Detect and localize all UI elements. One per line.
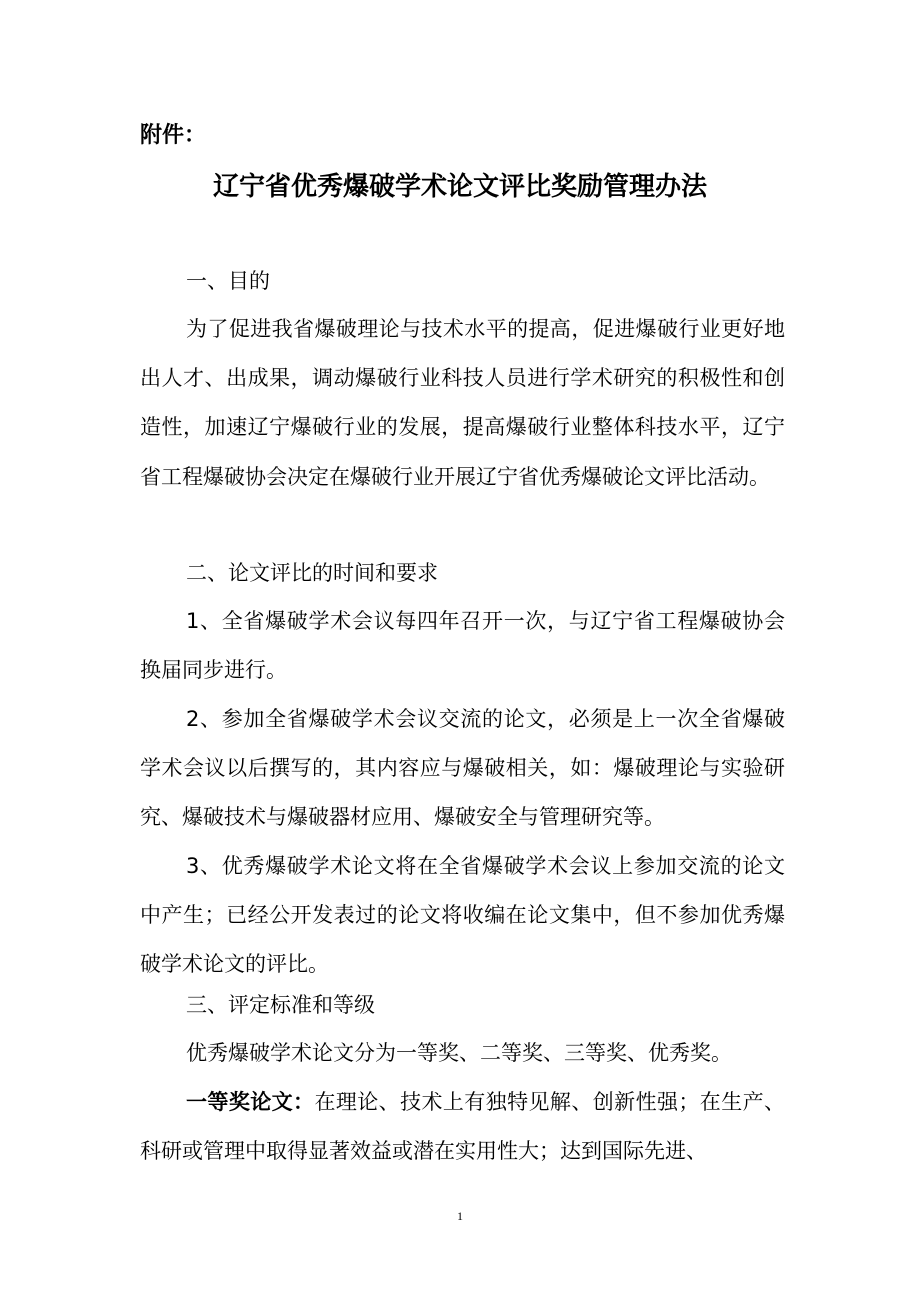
attachment-label: 附件： bbox=[140, 123, 207, 148]
section-2-heading: 二、论文评比的时间和要求 bbox=[186, 561, 438, 585]
section-3-paragraph: 优秀爆破学术论文分为一等奖、二等奖、三等奖、优秀奖。 bbox=[186, 1041, 732, 1065]
section-2-item-2: 2、参加全省爆破学术会议交流的论文，必须是上一次全省爆破学术会议以后撰写的，其内容应与爆破相关，如：爆破理论与实验研究、爆破技术与爆破器材应用、爆破安全与管理研究等。 bbox=[140, 707, 785, 830]
section-2-item-1: 1、全省爆破学术会议每四年召开一次，与辽宁省工程爆破协会换届同步进行。 bbox=[140, 609, 785, 683]
section-3-heading: 三、评定标准和等级 bbox=[186, 993, 375, 1017]
page-number: 1 bbox=[457, 1209, 463, 1223]
document-title: 辽宁省优秀爆破学术论文评比奖励管理办法 bbox=[212, 172, 707, 202]
section-1-heading: 一、目的 bbox=[186, 269, 270, 293]
first-prize-text: 在理论、技术上有独特见解、创新性强；在生产、科研或管理中取得显著效益或潜在实用性大；达到国际先进、 bbox=[140, 1090, 786, 1164]
section-1-paragraph: 为了促进我省爆破理论与技术水平的提高，促进爆破行业更好地出人才、出成果，调动爆破行业科技人员进行学术研究的积极性和创造性，加速辽宁爆破行业的发展，提高爆破行业整体科技水平，辽宁省工程爆破协会决定在爆破行业开展辽宁省优秀爆破论文评比活动。 bbox=[140, 317, 785, 489]
first-prize-lead: 一等奖论文： bbox=[186, 1090, 315, 1114]
first-prize-paragraph bbox=[140, 1078, 785, 1176]
section-2-item-3: 3、优秀爆破学术论文将在全省爆破学术会议上参加交流的论文中产生；已经公开发表过的论文将收编在论文集中，但不参加优秀爆破学术论文的评比。 bbox=[140, 854, 785, 977]
